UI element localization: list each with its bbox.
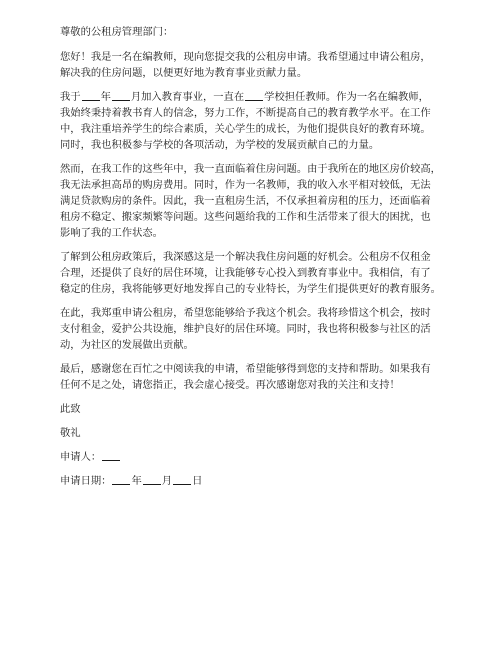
month-blank bbox=[143, 473, 161, 485]
text-line: 满足贷款购房的条件。因此，我一直租房生活，不仅承担着房租的压力，还面临着 bbox=[60, 195, 431, 207]
text-line: 我始终秉持着教书育人的信念，努力工作，不断提高自己的教育教学水平。在工作 bbox=[60, 107, 431, 119]
paragraph-thanks bbox=[60, 361, 444, 393]
text-line: 支付租金，爱护公共设施，维护良好的居住环境。同时，我也将积极参与社区的活 bbox=[60, 323, 431, 335]
text-line: 中，我注重培养学生的综合素质，关心学生的成长，为他们提供良好的教育环境。 bbox=[60, 123, 431, 135]
fill-in-blank bbox=[112, 89, 130, 101]
applicant-line bbox=[60, 449, 444, 465]
paragraph-housing-problem bbox=[60, 161, 444, 241]
date-label: 申请日期： bbox=[60, 475, 112, 487]
year-blank bbox=[112, 473, 130, 485]
text-fragment: 学校担任教师。作为一名在编教师， bbox=[264, 91, 429, 103]
applicant-label: 申请人： bbox=[60, 451, 102, 463]
fill-in-blank bbox=[82, 89, 100, 101]
text-line: 解决我的住房问题，以便更好地为教育事业贡献力量。 bbox=[60, 67, 308, 79]
text-line: 最后，感谢您在百忙之中阅读我的申请，希望能够得到您的支持和帮助。如果我有 bbox=[60, 363, 431, 375]
day-blank bbox=[173, 473, 191, 485]
text-line: 了解到公租房政策后，我深感这是一个解决我住房问题的好机会。公租房不仅租金 bbox=[60, 251, 431, 263]
paragraph-intro bbox=[60, 49, 444, 81]
paragraph-policy bbox=[60, 249, 444, 297]
month-unit: 月 bbox=[161, 475, 173, 487]
text-line: 稳定的住房，我将能够更好地发挥自己的专业特长，为学生们提供更好的教育服务。 bbox=[60, 283, 441, 295]
fill-in-blank bbox=[245, 89, 263, 101]
text-line: 然而，在我工作的这些年中，我一直面临着住房问题。由于我所在的地区房价较高， bbox=[60, 163, 441, 175]
paragraph-request bbox=[60, 305, 444, 353]
text-fragment: 我于 bbox=[60, 91, 81, 103]
applicant-name-blank bbox=[102, 449, 120, 461]
text-line: 在此，我郑重申请公租房，希望您能够给予我这个机会。我将珍惜这个机会，按时 bbox=[60, 307, 431, 319]
letter-document bbox=[60, 24, 444, 489]
text-line: 合理，还提供了良好的居住环境，让我能够专心投入到教育事业中。我相信，有了 bbox=[60, 267, 431, 279]
text-line: 同时，我也积极参与学校的各项活动，为学校的发展贡献自己的力量。 bbox=[60, 139, 380, 151]
text-fragment: 年 bbox=[100, 91, 111, 103]
text-line: 我无法承担高昂的购房费用。同时，作为一名教师，我的收入水平相对较低，无法 bbox=[60, 179, 431, 191]
text-line: 影响了我的工作状态。 bbox=[60, 227, 163, 239]
text-line: 动，为社区的发展做出贡献。 bbox=[60, 339, 194, 351]
closing-greeting: 此致 bbox=[60, 403, 81, 415]
day-unit: 日 bbox=[192, 475, 203, 487]
text-fragment: 月加入教育事业，一直在 bbox=[130, 91, 245, 103]
paragraph-background bbox=[60, 89, 444, 153]
text-line: 租房不稳定、搬家频繁等问题。这些问题给我的工作和生活带来了很大的困扰，也 bbox=[60, 211, 431, 223]
closing-salute: 敬礼 bbox=[60, 427, 81, 439]
year-unit: 年 bbox=[131, 475, 142, 487]
text-line-with-blanks bbox=[60, 89, 444, 105]
date-line bbox=[60, 473, 444, 489]
text-line: 您好！我是一名在编教师，现向您提交我的公租房申请。我希望通过申请公租房， bbox=[60, 51, 431, 63]
salutation: 尊敬的公租房管理部门： bbox=[60, 26, 174, 38]
text-line: 任何不足之处，请您指正，我会虚心接受。再次感谢您对我的关注和支持！ bbox=[60, 379, 400, 391]
